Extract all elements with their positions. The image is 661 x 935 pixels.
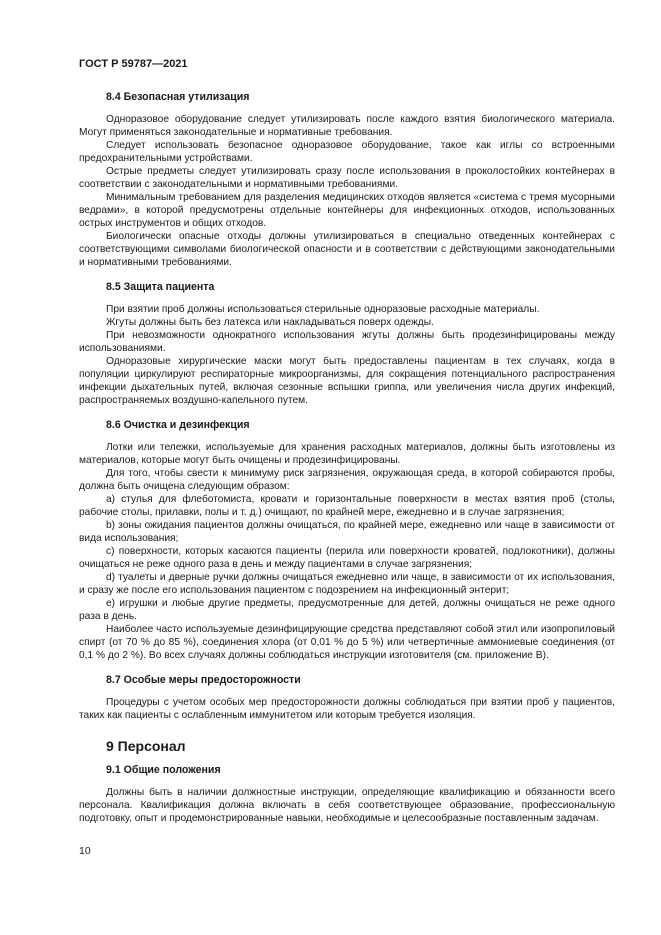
paragraph: При взятии проб должны использоваться стерильные одноразовые расходные материалы. xyxy=(106,304,540,315)
paragraph: Лотки или тележки, используемые для хранения расходных материалов, должны быть изготовлены из материалов, которые могут быть очищены и продезинфицированы. xyxy=(79,442,615,466)
paragraph: При невозможности однократного использования жгуты должны быть продезинфицированы между использованиями. xyxy=(79,330,615,354)
list-item: b) зоны ожидания пациентов должны очищаться, по крайней мере, ежедневно или чаще в зависимости от вида использования; xyxy=(79,520,615,544)
paragraph: Одноразовое оборудование следует утилизировать после каждого взятия биологического материала. Могут применяться законодательные и нормативные требования. xyxy=(79,114,615,138)
paragraph: Для того, чтобы свести к минимуму риск загрязнения, окружающая среда, в которой собираются пробы, должна быть очищена следующим образом: xyxy=(79,468,615,492)
paragraph: Жгуты должны быть без латекса или накладываться поверх одежды. xyxy=(106,317,434,328)
paragraph: Биологически опасные отходы должны утилизироваться в специально отведенных контейнерах с соответствующими символами биологической опасности и в соответствии с действующими законодательными и нормативными требованиями. xyxy=(79,231,615,268)
document-code: ГОСТ Р 59787—2021 xyxy=(79,58,188,70)
list-item: d) туалеты и дверные ручки должны очищаться ежедневно или чаще, в зависимости от их использования, и сразу же после его использования пациентом с подозрением на инфекционный энтерит; xyxy=(79,572,615,596)
section-8-4 xyxy=(79,91,615,269)
list-item: e) игрушки и любые другие предметы, предусмотренные для детей, должны очищаться не реже одного раза в день. xyxy=(79,598,615,622)
paragraph: Минимальным требованием для разделения медицинских отходов является «система с тремя мусорными ведрами», в которой предусмотрены отдельные контейнеры для инфекционных отходов, использованных острых инструментов и общих отходов. xyxy=(79,192,615,229)
paragraph: Одноразовые хирургические маски могут быть предоставлены пациентам в тех случаях, когда в популяции циркулируют респираторные микроорганизмы, для сокращения потенциального распространения инфекции дыхательных путей, включая сезонные вспышки гриппа, или увеличения числа других инфекций, распространяемых воздушно-капельного путем. xyxy=(79,356,615,406)
chapter-heading: 9 Персонал xyxy=(106,738,186,754)
paragraph: Острые предметы следует утилизировать сразу после использования в проколостойких контейнерах в соответствии с законодательными и нормативными требованиями. xyxy=(79,166,615,190)
paragraph: Следует использовать безопасное одноразовое оборудование, такое как иглы со встроенными предохранительными устройствами. xyxy=(79,140,615,164)
paragraph: Наиболее часто используемые дезинфицирующие средства представляют собой этил или изопропиловый спирт (от 70 % до 85 %), соединения хлора (от 0,01 % до 5 %) или четвертичные аммониевые соединения (от 0,1 % до 2 %). Во всех случаях должны соблюдаться инструкции изготовителя (см. приложение В). xyxy=(79,624,615,661)
section-heading: 8.5 Защита пациента xyxy=(106,281,215,293)
section-8-7 xyxy=(79,674,615,722)
section-heading: 8.7 Особые меры предосторожности xyxy=(106,674,301,686)
paragraph: Процедуры с учетом особых мер предосторожности должны соблюдаться при взятии проб у пациентов, таких как пациенты с ослабленным иммунитетом или которым требуется изоляция. xyxy=(79,697,615,721)
paragraph: Должны быть в наличии должностные инструкции, определяющие квалификацию и обязанности всего персонала. Квалификация должна включать в себя соответствующее образование, профессиональную подготовку, опыт и продемонстрированные навыки, необходимые и целесообразные поставленным задачам. xyxy=(79,787,615,824)
list-item: c) поверхности, которых касаются пациенты (перила или поверхности кроватей, подлокотники), должны очищаться не реже одного раза в день и между пациентами в случае загрязнения; xyxy=(79,546,615,570)
list-item: а) стулья для флеботомиста, кровати и горизонтальные поверхности в местах взятия проб (столы, рабочие столы, прилавки, полы и т. д.) очищают, по крайней мере, ежедневно и в случае загрязнения; xyxy=(79,494,615,518)
section-heading: 8.4 Безопасная утилизация xyxy=(106,91,250,103)
section-9-1 xyxy=(79,764,615,825)
page-number: 10 xyxy=(79,845,91,857)
section-8-5 xyxy=(79,281,615,407)
section-9 xyxy=(79,738,615,755)
section-heading: 9.1 Общие положения xyxy=(106,764,221,776)
page-content xyxy=(79,91,615,837)
section-heading: 8.6 Очистка и дезинфекция xyxy=(106,419,250,431)
section-8-6 xyxy=(79,419,615,662)
